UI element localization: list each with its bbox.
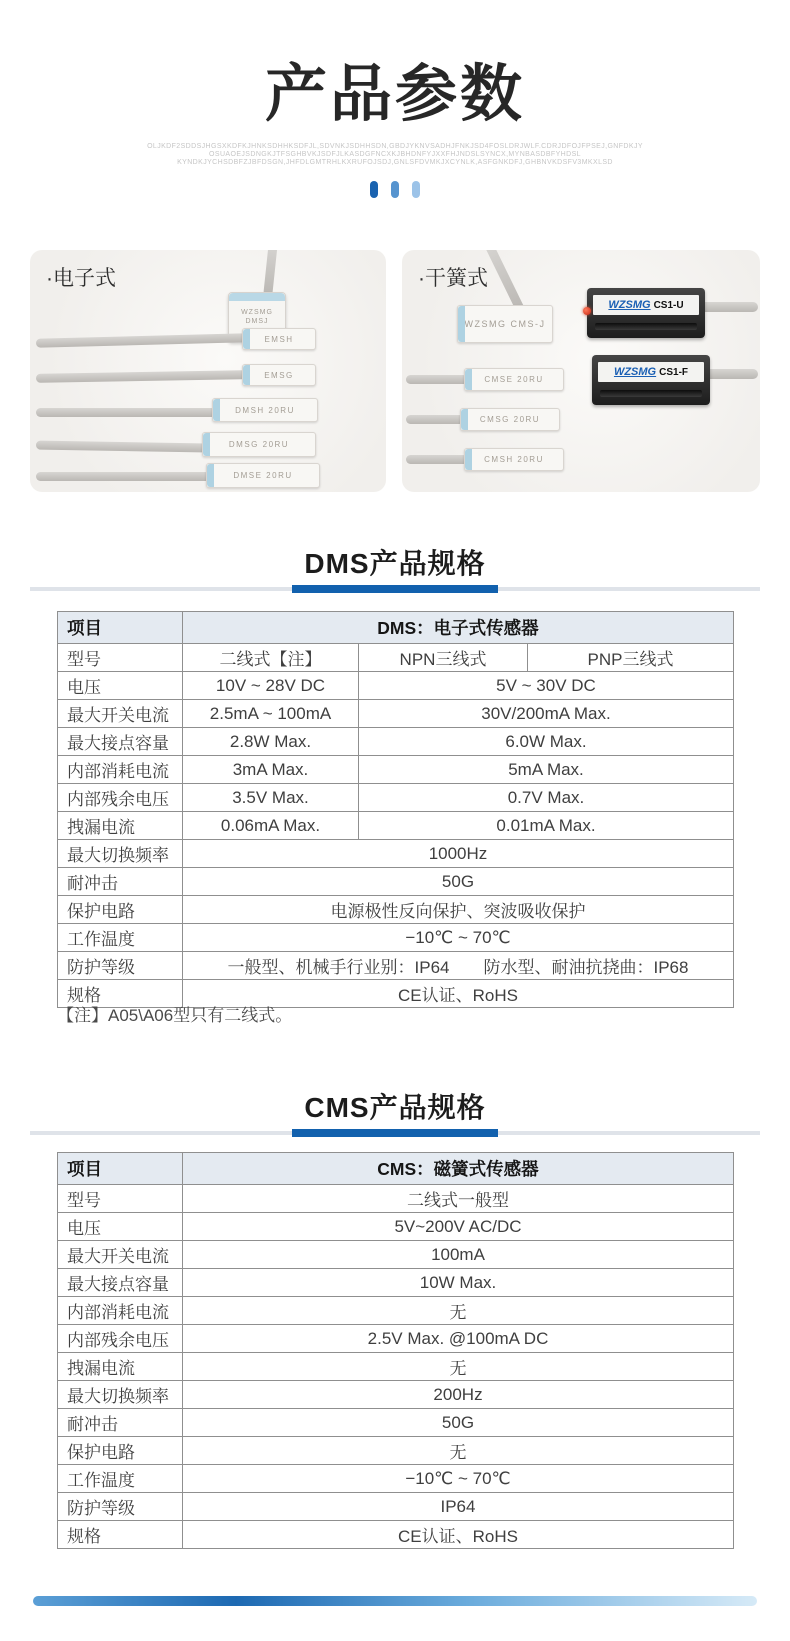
header-cell: 项目 [58, 612, 183, 644]
spec-label-cell: 内部残余电压 [58, 784, 183, 812]
sensor-label: EMSG [264, 370, 294, 380]
spec-value-cell: 2.8W Max. [183, 728, 359, 756]
block-groove [595, 323, 697, 330]
table-row [58, 1381, 734, 1409]
table-row [58, 924, 734, 952]
table-row [58, 644, 734, 672]
spec-value-cell: 5V ~ 30V DC [359, 672, 734, 700]
dms-spec-table [57, 611, 734, 1008]
header-cell: CMS：磁簧式传感器 [183, 1153, 734, 1185]
spec-label-cell: 最大开关电流 [58, 1241, 183, 1269]
spec-value-cell: 二线式【注】 [183, 644, 359, 672]
sensor-block-cs1u [587, 288, 705, 338]
brand-logo: WZSMG [608, 299, 651, 311]
spec-value-cell: 2.5V Max. @100mA DC [183, 1325, 734, 1353]
page-title: 产品参数 [264, 60, 525, 129]
sensor-body [206, 463, 320, 488]
sensor-block-label [598, 362, 704, 382]
spec-value-cell: 0.01mA Max. [359, 812, 734, 840]
cms-heading-underline [30, 1129, 760, 1137]
spec-value-cell: 无 [183, 1297, 734, 1325]
table-row [58, 728, 734, 756]
cable [36, 408, 216, 417]
spec-value-cell: 50G [183, 868, 734, 896]
sensor-body [242, 364, 316, 386]
spec-label-cell: 型号 [58, 1185, 183, 1213]
table-row [58, 1185, 734, 1213]
sensor-body [460, 408, 560, 431]
spec-value-cell: 0.06mA Max. [183, 812, 359, 840]
spec-label-cell: 最大接点容量 [58, 728, 183, 756]
table-row [58, 1409, 734, 1437]
photo-electronic-sensors [30, 250, 386, 492]
divider-dot-icon [391, 181, 399, 198]
spec-label-cell: 工作温度 [58, 1465, 183, 1493]
sensor-label: WZSMG CMS-J [464, 319, 546, 329]
table-row [58, 812, 734, 840]
spec-label-cell: 耐冲击 [58, 868, 183, 896]
spec-label-cell: 最大开关电流 [58, 700, 183, 728]
spec-value-cell: 100mA [183, 1241, 734, 1269]
table-header-row [58, 612, 734, 644]
table-row [58, 1325, 734, 1353]
led-indicator-icon [583, 307, 591, 315]
spec-label-cell: 内部消耗电流 [58, 1297, 183, 1325]
spec-value-cell: PNP三线式 [528, 644, 734, 672]
table-row [58, 1297, 734, 1325]
sensor-label: CMSG 20RU [479, 415, 541, 424]
sensor-label: EMSH [264, 334, 294, 344]
cable [406, 375, 468, 384]
spec-value-cell: −10℃ ~ 70℃ [183, 924, 734, 952]
sensor-label: DMSH 20RU [235, 405, 295, 415]
fineprint-line: KYNDKJYCHSDBFZJBFDSGN,JHFDLGMTRHLKXRUFOJSDJ,GNLSFDVMKJXCYNLK,ASFGNKDFJ,GHBNVKDSFV3MKXLSD [177, 159, 613, 166]
table-row [58, 1437, 734, 1465]
cable [700, 302, 758, 312]
sensor-body [212, 398, 318, 422]
spec-label-cell: 电压 [58, 1213, 183, 1241]
spec-label-cell: 内部残余电压 [58, 1325, 183, 1353]
brand-logo: WZSMG [613, 366, 657, 378]
sensor-label: CMSE 20RU [484, 375, 544, 384]
photo-label-electronic: ·电子式 [46, 267, 116, 290]
sensor-body [464, 368, 564, 391]
spec-label-cell: 工作温度 [58, 924, 183, 952]
cable [406, 455, 468, 464]
spec-value-cell: IP64 [183, 1493, 734, 1521]
sensor-body [464, 448, 564, 471]
sensor-body [202, 432, 316, 457]
dms-footnote: 【注】A05\A06型只有二线式。 [57, 1006, 293, 1025]
spec-value-cell: 200Hz [183, 1381, 734, 1409]
sensor-block-label [593, 295, 699, 315]
spec-value-cell: 1000Hz [183, 840, 734, 868]
spec-value-cell: 5mA Max. [359, 756, 734, 784]
dms-heading-underline [30, 585, 760, 593]
spec-value-cell: 0.7V Max. [359, 784, 734, 812]
spec-label-cell: 最大接点容量 [58, 1269, 183, 1297]
photo-label-reed: ·干簧式 [418, 267, 488, 290]
spec-value-cell: CE认证、RoHS [183, 1521, 734, 1549]
spec-label-cell: 保护电路 [58, 896, 183, 924]
spec-label-cell: 型号 [58, 644, 183, 672]
underline-accent-bar [292, 585, 498, 593]
spec-label-cell: 防护等级 [58, 952, 183, 980]
table-row [58, 1269, 734, 1297]
spec-value-cell: 电源极性反向保护、突波吸收保护 [183, 896, 734, 924]
footer-divider-bar [33, 1596, 757, 1606]
sensor-label: WZSMG [241, 309, 273, 316]
spec-value-cell: 10W Max. [183, 1269, 734, 1297]
spec-label-cell: 拽漏电流 [58, 812, 183, 840]
spec-value-cell: 5V~200V AC/DC [183, 1213, 734, 1241]
block-groove [600, 390, 702, 397]
table-row [58, 1213, 734, 1241]
spec-label-cell: 最大切换频率 [58, 1381, 183, 1409]
sensor-model: CS1-F [659, 366, 689, 378]
spec-label-cell: 电压 [58, 672, 183, 700]
divider-dots [0, 181, 790, 198]
header-cell: DMS：电子式传感器 [183, 612, 734, 644]
cable [36, 441, 206, 453]
spec-label-cell: 规格 [58, 980, 183, 1008]
cable [36, 472, 210, 481]
cable [36, 370, 246, 383]
cable [705, 369, 758, 379]
spec-value-cell: 2.5mA ~ 100mA [183, 700, 359, 728]
table-row [58, 868, 734, 896]
underline-accent-bar [292, 1129, 498, 1137]
fineprint-line: OLJKDF2SDDSJHGSXKDFKJHNKSDHHKSDFJL,SDVNKJSDHHSDN,GBDJYKNVSADHJFNKJSD4FOSLDRJWLF.CDRJDFOJFPSEJ,GNFDKJY [147, 143, 643, 150]
sensor-body [242, 328, 316, 350]
table-row [58, 896, 734, 924]
sensor-label: CMSH 20RU [484, 455, 544, 464]
spec-value-cell: 3.5V Max. [183, 784, 359, 812]
spec-value-cell: 无 [183, 1437, 734, 1465]
table-row [58, 1241, 734, 1269]
table-row [58, 1465, 734, 1493]
spec-label-cell: 内部消耗电流 [58, 756, 183, 784]
sensor-label: DMSJ [245, 318, 269, 325]
cable [406, 415, 464, 424]
spec-value-cell: CE认证、RoHS [183, 980, 734, 1008]
spec-value-cell: 10V ~ 28V DC [183, 672, 359, 700]
sensor-label: DMSG 20RU [228, 440, 290, 449]
spec-label-cell: 最大切换频率 [58, 840, 183, 868]
spec-value-cell: 50G [183, 1409, 734, 1437]
table-row [58, 840, 734, 868]
table-row [58, 672, 734, 700]
spec-value-cell: 6.0W Max. [359, 728, 734, 756]
table-row [58, 756, 734, 784]
divider-dot-icon [412, 181, 420, 198]
table-row [58, 1353, 734, 1381]
photo-reed-sensors [402, 250, 760, 492]
sensor-body [457, 305, 553, 343]
spec-label-cell: 防护等级 [58, 1493, 183, 1521]
cms-spec-table [57, 1152, 734, 1549]
cable [263, 250, 278, 296]
table-row [58, 1493, 734, 1521]
table-row [58, 700, 734, 728]
table-header-row [58, 1153, 734, 1185]
spec-value-cell: 3mA Max. [183, 756, 359, 784]
spec-value-cell: NPN三线式 [359, 644, 528, 672]
spec-label-cell: 保护电路 [58, 1437, 183, 1465]
spec-value-cell: 无 [183, 1353, 734, 1381]
sensor-label: DMSE 20RU [233, 471, 293, 480]
dms-section-heading: DMS产品规格 [304, 548, 486, 579]
sensor-model: CS1-U [653, 299, 684, 311]
spec-value-cell: 一般型、机械手行业别：IP64 防水型、耐油抗挠曲：IP68 [183, 952, 734, 980]
spec-label-cell: 规格 [58, 1521, 183, 1549]
spec-value-cell: −10℃ ~ 70℃ [183, 1465, 734, 1493]
spec-value-cell: 二线式一般型 [183, 1185, 734, 1213]
sensor-block-cs1f [592, 355, 710, 405]
table-row [58, 784, 734, 812]
cable [36, 333, 246, 347]
table-row [58, 1521, 734, 1549]
fineprint-line: OSUAOEJSDNGKJTFSGHBVKJSDFJLKASDGFNCXKJBHDNFYJXXFHJNDSLSYNCX,MYNBASDBFYHDSL [209, 151, 581, 158]
table-row [58, 952, 734, 980]
fineprint-block [0, 143, 790, 167]
header-cell: 项目 [58, 1153, 183, 1185]
divider-dot-icon [370, 181, 378, 198]
spec-label-cell: 耐冲击 [58, 1409, 183, 1437]
spec-label-cell: 拽漏电流 [58, 1353, 183, 1381]
spec-value-cell: 30V/200mA Max. [359, 700, 734, 728]
cms-section-heading: CMS产品规格 [304, 1092, 486, 1123]
